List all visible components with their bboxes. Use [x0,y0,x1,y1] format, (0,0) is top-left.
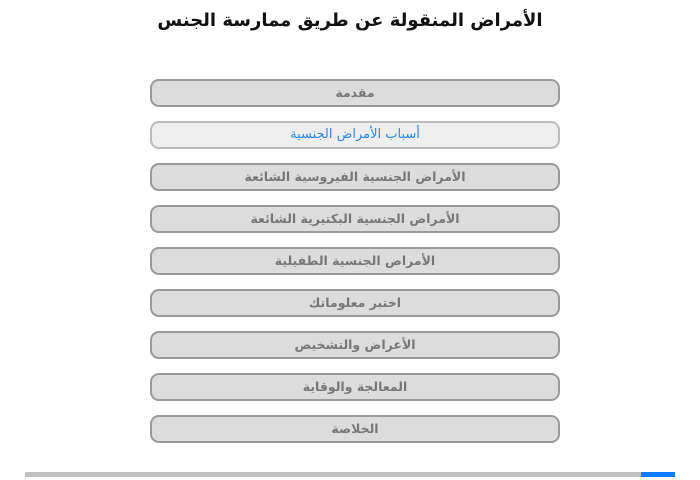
lesson-menu [150,79,560,457]
page-title: الأمراض المنقولة عن طريق ممارسة الجنس [157,10,543,31]
menu-item-treatment-prevention[interactable]: المعالجة والوقاية [150,373,560,401]
menu-item-summary[interactable]: الخلاصة [150,415,560,443]
progress-bar [25,472,675,477]
menu-item-parasitic-diseases[interactable]: الأمراض الجنسية الطفيلية [150,247,560,275]
menu-item-introduction[interactable]: مقدمة [150,79,560,107]
menu-item-viral-diseases[interactable]: الأمراض الجنسية الفيروسية الشائعة [150,163,560,191]
menu-item-causes[interactable]: أسباب الأمراض الجنسية [150,121,560,149]
menu-item-quiz[interactable]: اختبر معلوماتك [150,289,560,317]
menu-item-symptoms-diagnosis[interactable]: الأعراض والتشخيص [150,331,560,359]
progress-bar-fill [641,472,675,477]
menu-item-bacterial-diseases[interactable]: الأمراض الجنسية البكتيرية الشائعة [150,205,560,233]
